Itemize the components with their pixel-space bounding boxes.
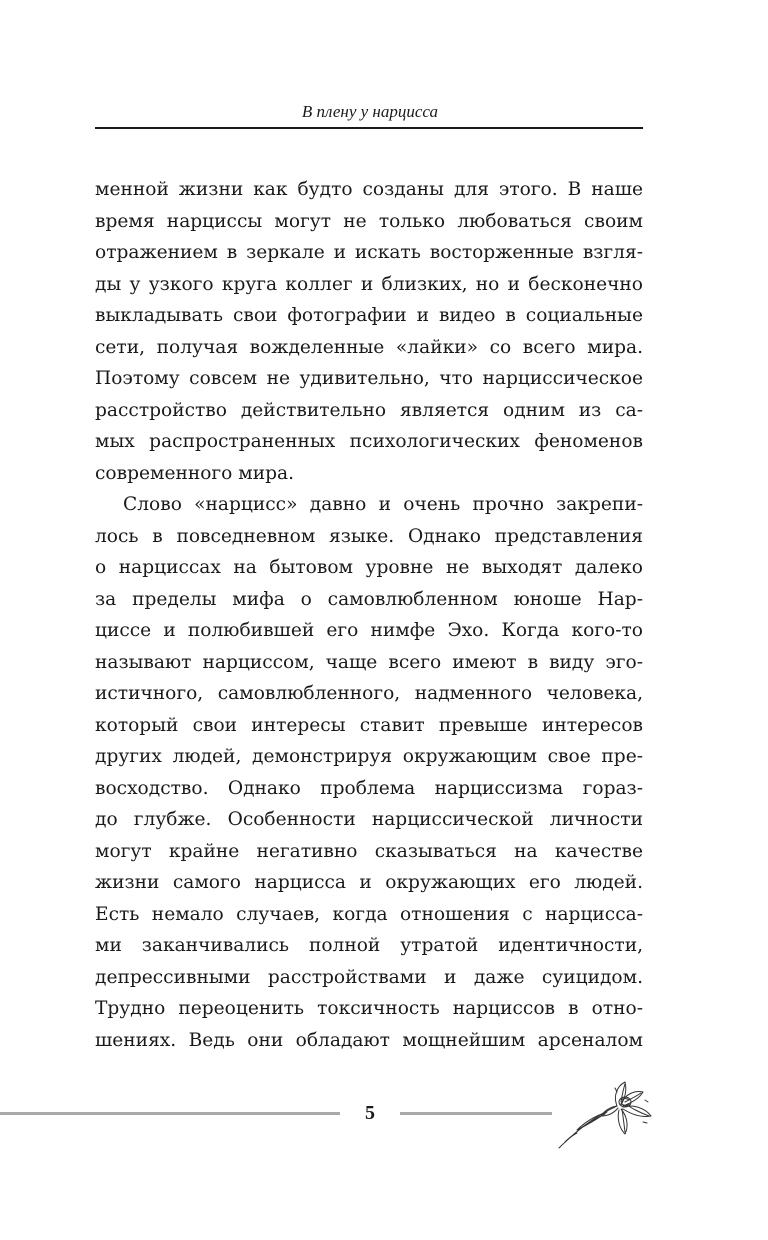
text-line: лось в повседневном языке. Однако представления — [95, 525, 643, 547]
body-text — [95, 174, 643, 1056]
text-line: депрессивными расстройствами и даже суицидом. — [95, 966, 643, 988]
text-line: расстройство действительно является одним из са- — [95, 399, 643, 421]
text-line: могут крайне негативно сказываться на качестве — [95, 840, 643, 862]
running-head-title: В плену у нарцисса — [301, 102, 438, 121]
text-line: до глубже. Особенности нарциссической личности — [95, 809, 643, 830]
text-line: жизни самого нарцисса и окружающих его людей. — [95, 872, 643, 893]
text-line: Есть немало случаев, когда отношения с нарцисса- — [95, 903, 643, 925]
text-line: ды у узкого круга коллег и близких, но и бесконечно — [95, 273, 643, 295]
text-line: Трудно переоценить токсичность нарциссов в отно- — [95, 998, 643, 1019]
text-line: выкладывать свои фотографии и видео в социальные — [95, 305, 643, 326]
text-line: отражением в зеркале и искать восторженные взгля- — [95, 242, 643, 263]
text-line: Поэтому совсем не удивительно, что нарциссическое — [95, 368, 643, 389]
text-line: других людей, демонстрируя окружающим свое пре- — [95, 746, 643, 767]
text-line: который свои интересы ставит превыше интересов — [95, 714, 643, 736]
text-line: шениях. Ведь они обладают мощнейшим арсеналом — [95, 1029, 643, 1051]
text-line: Слово «нарцисс» давно и очень прочно закрепи- — [123, 494, 643, 515]
footer-rule-left — [0, 1112, 340, 1115]
page-number: 5 — [365, 1102, 375, 1124]
narcissus-flower-icon — [555, 1072, 660, 1152]
text-line: мых распространенных психологических феноменов — [95, 431, 643, 452]
text-line: циссе и полюбившей его нимфе Эхо. Когда кого-то — [95, 620, 643, 641]
text-line: время нарциссы могут не только любоваться своим — [95, 210, 643, 232]
text-line: о нарциссах на бытовом уровне не выходят далеко — [95, 557, 643, 578]
text-line: называют нарциссом, чаще всего имеют в виду эго- — [95, 651, 643, 673]
text-line: современного мира. — [95, 462, 295, 484]
header-rule — [95, 127, 643, 129]
text-line: восходство. Однако проблема нарциссизма гораз- — [95, 777, 643, 799]
text-line: сети, получая вожделенные «лайки» со всего мира. — [95, 336, 643, 358]
footer-rule-right — [400, 1112, 552, 1115]
text-line: за пределы мифа о самовлюбленном юноше Нар- — [95, 588, 643, 610]
text-line: истичного, самовлюбленного, надменного человека, — [95, 683, 643, 704]
text-line: ми заканчивались полной утратой идентичности, — [95, 935, 643, 956]
text-line: менной жизни как будто созданы для этого. В наше — [95, 179, 643, 200]
